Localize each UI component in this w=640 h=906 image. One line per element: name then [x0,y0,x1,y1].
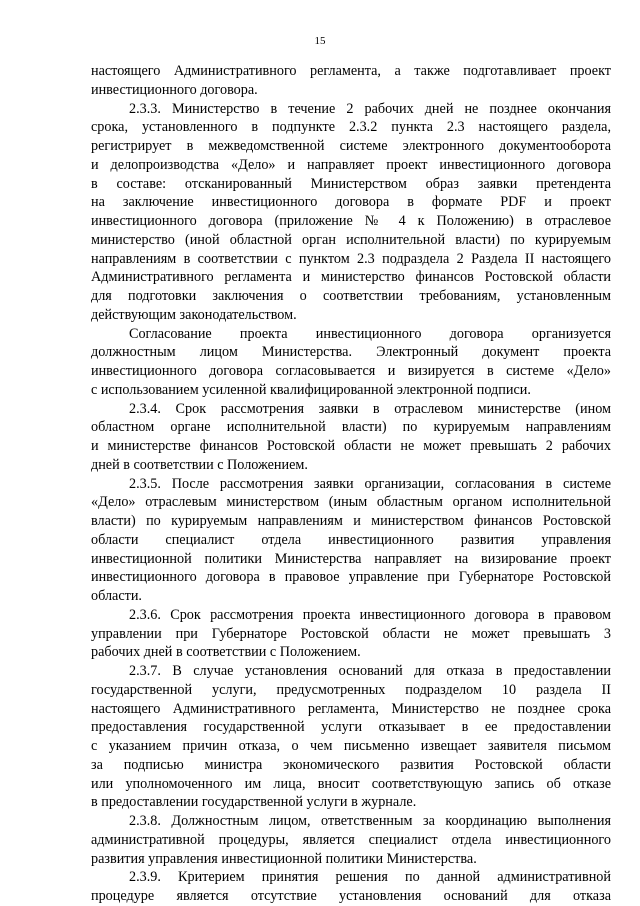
text-line: инвестиционного договора (приложение № 4 к Положению) в отраслевое [91,213,611,229]
text-line: и делопроизводства «Дело» и направляет проект инвестиционного договора [91,156,611,173]
text-line: 2.3.3. Министерство в течение 2 рабочих дней не позднее окончания [129,100,611,117]
text-line: власти) по курируемым направлениям и министерством финансов Ростовской [91,513,611,529]
text-line: в составе: отсканированный Министерством образ заявки претендента [91,175,611,192]
text-line: дней в соответствии с Положением. [91,456,308,473]
text-line: области специалист отдела инвестиционного развития управления [91,531,611,548]
text-line: предоставления государственной услуги отказывает в ее предоставлении [91,719,611,736]
text-line: государственной услуги, предусмотренных подразделом 10 раздела II [91,681,611,698]
text-line: процедуре является отсутствие установления оснований для отказа [91,888,611,904]
text-line: областном органе исполнительной власти) по курируемым направлениям [91,419,611,436]
text-line: 2.3.9. Критерием принятия решения по данной административной [129,869,611,886]
text-line: настоящего Административного регламента, Министерство не позднее срока [91,700,611,717]
text-line: административной процедуры, является специалист отдела инвестиционного [91,831,611,848]
text-line: «Дело» отраслевым министерством (иным областным органом исполнительной [91,494,611,511]
text-line: области. [91,588,142,604]
text-line: в предоставлении государственной услуги в журнале. [91,794,417,811]
text-line: на заключение инвестиционного договора в формате PDF и проект [91,194,611,211]
text-line: инвестиционного договора. [91,81,258,98]
text-line: министерство (иной областной орган исполнительной власти) по курируемым [91,231,611,248]
text-line: Административного регламента и министерство финансов Ростовской области [91,269,611,286]
text-line: 2.3.5. После рассмотрения заявки организации, согласования в системе [129,475,611,492]
text-line: 2.3.8. Должностным лицом, ответственным за координацию выполнения [129,813,611,829]
text-line: 2.3.6. Срок рассмотрения проекта инвестиционного договора в правовом [129,606,611,623]
text-line: с использованием усиленной квалифицированной электронной подписи. [91,381,531,398]
text-line: инвестиционной политики Министерства направляет на визирование проект [91,550,611,567]
text-line: срока, установленного в подпункте 2.3.2 пункта 2.3 настоящего раздела, [91,119,611,136]
text-line: настоящего Административного регламента, а также подготавливает проект [91,63,611,79]
text-line: рабочих дней в соответствии с Положением. [91,644,361,661]
text-line: 2.3.4. Срок рассмотрения заявки в отраслевом министерстве (ином [129,400,611,417]
text-line: за подписью министра экономического развития Ростовской области [91,756,611,773]
text-line: и министерстве финансов Ростовской области не может превышать 2 рабочих [91,438,611,454]
text-line: регистрирует в межведомственной системе электронного документооборота [91,138,611,154]
text-line: управлении при Губернаторе Ростовской области не может превышать 3 [91,625,611,642]
text-line: развития управления инвестиционной политики Министерства. [91,850,477,867]
text-line: Согласование проекта инвестиционного договора организуется [129,325,611,342]
text-line: для подготовки заключения о соответствии требованиям, установленным [91,288,611,304]
text-line: или уполномоченного им лица, вносит соответствующую запись об отказе [91,775,611,792]
text-line: 2.3.7. В случае установления оснований для отказа в предоставлении [129,663,611,679]
page-number: 15 [314,35,326,47]
text-line: должностным лицом Министерства. Электронный документ проекта [91,344,611,361]
text-line: инвестиционного договора согласовывается и визируется в системе «Дело» [91,363,611,379]
text-line: с указанием причин отказа, о чем письменно извещает заявителя письмом [91,738,611,754]
document-body [91,62,611,906]
text-line: направлениям в соответствии с пунктом 2.3 подраздела 2 Раздела II настоящего [91,250,611,267]
text-line: инвестиционного договора в правовое управление при Губернаторе Ростовской [91,569,611,586]
text-line: действующим законодательством. [91,306,297,323]
